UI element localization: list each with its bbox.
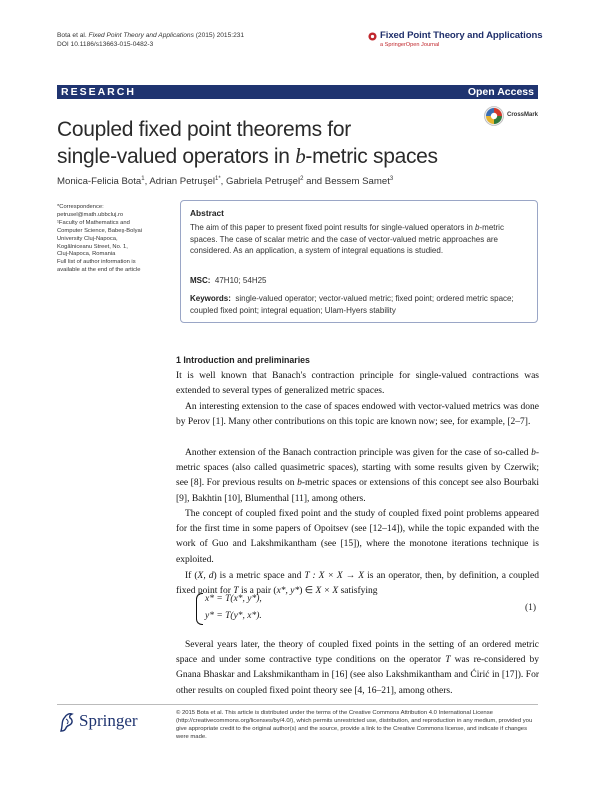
springeropen-logo-icon xyxy=(368,32,377,41)
text-run: ) ∈ xyxy=(299,586,316,597)
springer-horse-icon xyxy=(57,711,77,733)
equation-line-2: y* = T(y*, x*). xyxy=(205,611,262,621)
paragraph xyxy=(176,446,539,507)
text-run: Several years later, the theory of coupled fixed points in the setting of an ordered metric space and under some contractive type conditions on the operator xyxy=(176,640,539,666)
italic-run: X, d xyxy=(197,571,214,581)
text-run: is a pair ( xyxy=(238,586,277,597)
citation-year-volume: (2015) 2015:231 xyxy=(193,32,245,39)
affiliation-line: Computer Science, Babeş-Bolyai xyxy=(57,227,143,234)
paragraph: It is well known that Banach's contraction principle for single-valued contractions was extended to several types of generalized metric spaces. xyxy=(176,371,539,397)
citation-journal: Fixed Point Theory and Applications xyxy=(88,32,194,39)
article-title xyxy=(57,117,477,170)
italic-run: b xyxy=(297,478,302,489)
author-name[interactable]: , Adrian Petruşel xyxy=(144,176,215,188)
crossmark-label: CrossMark xyxy=(507,112,539,118)
msc-value: 47H10; 54H25 xyxy=(214,276,267,285)
abstract-text xyxy=(190,222,528,257)
equation-brace xyxy=(196,593,203,625)
text-run: If ( xyxy=(185,571,198,581)
paragraph: The concept of coupled fixed point and the study of coupled fixed point problems appeared for the first time in some papers of Opoitsev (see [12–14]), while the topic expanded with the work of Guo and Lakshmikantham (see [15]), where the monotone iterations technique is exploited. xyxy=(176,509,539,565)
text-run: Another extension of the Banach contraction principle was given for the case of so-called xyxy=(185,448,532,458)
title-text: -metric spaces xyxy=(305,145,438,168)
abstract-italic-b: b xyxy=(475,223,480,232)
author-name[interactable]: Monica-Felicia Bota xyxy=(57,176,142,188)
text-run: is an operator, then, by definition, a coupled fixed point for xyxy=(176,571,539,597)
citation-authors: Bota et al. xyxy=(57,32,87,39)
springer-wordmark: Springer xyxy=(79,711,138,730)
equation-line-1: x* = T(x*, y*), xyxy=(205,594,262,604)
correspondence-email[interactable]: petrusel@math.ubbcluj.ro xyxy=(57,211,124,218)
text-run: -metric spaces (also called quasimetric spaces), starting with some results given by Czerwik; see [8]. For previous results on xyxy=(176,448,539,489)
equation-number: (1) xyxy=(525,603,537,613)
paragraph xyxy=(176,638,539,699)
italic-run: T xyxy=(233,586,239,597)
affiliation-note: available at the end of the article xyxy=(57,267,141,274)
text-run: -metric spaces or extensions of this concept see also Bourbaki [9], Bakhtin [10], Blumenthal [11], among others. xyxy=(176,478,539,504)
paragraph: An interesting extension to the case of spaces endowed with vector-valued metrics was done by Perov [1]. Many other contributions on this topic are known now; see, for example, [2–7]. xyxy=(176,402,539,428)
license-text: © 2015 Bota et al. This article is distributed under the terms of the Creative Commons Attribution 4.0 International License (http://creativecommons.org/licenses/by/4.0/), which permits unrestricted use, distribution, and reproduction in any medium, provided you give appropriate credit to the original author(s) and the source, provide a link to the Creative Commons license, and indicate if changes were made. xyxy=(176,710,533,741)
text-run: satisfying xyxy=(338,586,378,597)
correspondence-sidebar xyxy=(57,204,167,275)
affiliation-marker: 1* xyxy=(215,176,221,182)
affiliation-marker: 1 xyxy=(141,176,145,182)
article-type-band xyxy=(57,85,538,99)
msc-line xyxy=(190,276,267,285)
springer-logo[interactable] xyxy=(57,711,138,738)
italic-run: T : X × X → X xyxy=(304,571,365,581)
affiliation-line: Kogălniceanu Street, No. 1, xyxy=(57,243,128,250)
affiliation-line: University Cluj-Napoca, xyxy=(57,235,118,242)
abstract-text-part: The aim of this paper to present fixed point results for single-valued operators in xyxy=(190,223,476,232)
correspondence-label: *Correspondence: xyxy=(57,204,104,210)
text-run: ) is a metric space and xyxy=(213,571,305,581)
keywords-label: Keywords: xyxy=(190,294,231,303)
affiliation-note: Full list of author information is xyxy=(57,259,136,266)
author-list xyxy=(57,176,393,187)
journal-logo-subtitle: a SpringerOpen Journal xyxy=(380,42,440,48)
italic-run: b xyxy=(531,448,536,458)
crossmark-icon xyxy=(484,106,504,126)
article-type-label: RESEARCH xyxy=(61,86,136,98)
author-name[interactable]: , Gabriela Petruşel xyxy=(220,176,301,188)
author-name[interactable]: and Bessem Samet xyxy=(303,176,390,188)
affiliation-line: ¹Faculty of Mathematics and xyxy=(57,219,130,226)
section-heading: 1 Introduction and preliminaries xyxy=(176,355,310,365)
italic-run: T xyxy=(445,655,451,666)
abstract-heading: Abstract xyxy=(190,208,224,218)
italic-run: X × X xyxy=(315,586,339,597)
keywords-line xyxy=(190,293,530,316)
open-access-label: Open Access xyxy=(467,86,534,98)
abstract-text-part: -metric spaces. The case of scalar metric and the case of vector-valued metric approaches are considered. As an application, a system of integral equations is studied. xyxy=(190,223,504,255)
text-run: was re-considered by Gnana Bhaskar and Lakshmikantham in [16] (see also Lakshmikantham and Ćirić in [17]). For other results on coupled fixed point theory see [4, 16–21], among others. xyxy=(176,655,540,696)
affiliation-line: Cluj-Napoca, Romania xyxy=(57,251,116,258)
citation-header xyxy=(57,31,244,49)
footer-rule xyxy=(57,704,538,705)
italic-run: x*, y* xyxy=(276,586,300,597)
doi-link[interactable]: DOI 10.1186/s13663-015-0482-3 xyxy=(57,41,154,48)
title-line-1: Coupled fixed point theorems for xyxy=(57,118,351,141)
title-line-2 xyxy=(57,143,477,170)
title-italic-b: b xyxy=(295,144,306,168)
affiliation-marker: 2 xyxy=(300,176,304,182)
journal-logo-title: Fixed Point Theory and Applications xyxy=(380,30,543,41)
crossmark-badge[interactable] xyxy=(484,106,539,131)
msc-label: MSC: xyxy=(190,276,211,285)
title-text: single-valued operators in xyxy=(57,145,296,168)
keywords-value: single-valued operator; vector-valued metric; fixed point; ordered metric space; coupled fixed point; integral equation; Ulam-Hyers stability xyxy=(190,294,514,315)
affiliation-marker: 3 xyxy=(389,176,394,182)
